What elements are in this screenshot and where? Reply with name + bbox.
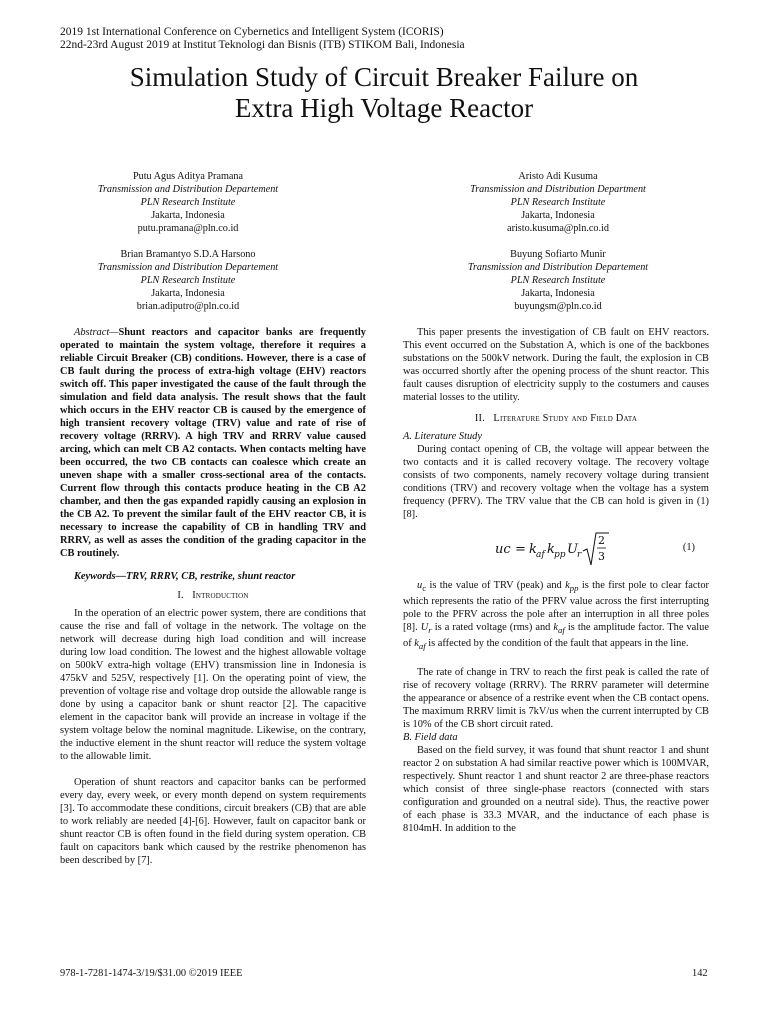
subsection-literature-study: A. Literature Study (403, 431, 482, 442)
text-run: is the first pole to clear factor which represents the ratio of the PFRV value across the first interrupting pole to the PFRV across the pole after an interruption in all three poles [8]. (403, 580, 709, 634)
svg-text:uc: uc (495, 542, 511, 557)
author-inst: PLN Research Institute (140, 197, 236, 208)
svg-text:U: U (567, 542, 578, 557)
symbol-k: k (414, 638, 419, 650)
author-name: Buyung Sofiarto Munir (510, 249, 606, 260)
author-block-2 (408, 170, 708, 235)
author-block-1 (38, 170, 338, 235)
author-location: Jakarta, Indonesia (151, 288, 225, 299)
svg-text:3: 3 (598, 550, 605, 563)
intro-paragraph-1: In the operation of an electric power system, there are conditions that cause the rise and fall of voltage in the network. The voltage on the network will decrease during high load condition and will increase during low load condition. The lowest and the highest allowable voltage on 500kV extra-high voltage (EHV) transmission line in Indonesia is 475kV and 525V, respectively [1]. On the operating point of view, the prevention of voltage rise and voltage drop outside the allowable range is done by using a capacitor bank or shunt reactor [2]. The capacitive element in the capacitor bank will provide an increase in voltage if the system voltage below the nominal magnitude. Likewise, on the contrary, the inductive element in the shunt reactor will reduce the system voltage to the allowable limit. (60, 608, 366, 762)
literature-paragraph-3: The rate of change in TRV to reach the first peak is called the rate of rise of recovery voltage (RRRV). The RRRV parameter will determine the appearance or absence of a restrike event when the CB contact opens. The maximum RRRV limit is 7kV/us when the current interrupted by CB is 10% of the CB short circuit rated. (403, 667, 709, 731)
conference-header (60, 26, 465, 52)
equation-formula (403, 527, 709, 571)
svg-text:af: af (536, 550, 545, 560)
intro-paragraph-2: Operation of shunt reactors and capacitor banks can be performed every day, every week, or every month depend on system requirements [3]. To accommodate these conditions, circuit breakers (CB) that are able to work reliably are needed [4]-[6]. However, fault on capacitor bank or shunt reactor CB is often found in the field during system operation. CB fault on capacitors bank which caused by the restrike phenomenon has been described by [7]. (60, 777, 366, 866)
text-run: is affected by the condition of the fault that appears in the line. (425, 638, 689, 650)
abstract (60, 326, 366, 560)
author-location: Jakarta, Indonesia (521, 210, 595, 221)
author-dept: Transmission and Distribution Departement (97, 184, 279, 195)
abstract-lead: Abstract— (74, 327, 119, 338)
symbol-sub: af (558, 625, 565, 636)
svg-text:2: 2 (598, 534, 605, 547)
title-line-2: Extra High Voltage Reactor (234, 93, 534, 123)
author-email[interactable]: buyungsm@pln.co.id (514, 301, 602, 312)
author-email[interactable]: aristo.kusuma@pln.co.id (507, 223, 609, 234)
equation-number: (1) (682, 542, 695, 553)
author-dept: Transmission and Distribution Departement (97, 262, 279, 273)
section-number: II. (474, 413, 485, 424)
author-inst: PLN Research Institute (510, 197, 606, 208)
symbol-u: u (417, 580, 423, 591)
left-column (60, 326, 366, 867)
literature-paragraph-1: During contact opening of CB, the voltage will appear between the two contacts and it is called recovery voltage. The recovery voltage consists of two components, namely recovery voltage during transient conditions (TRV) and recovery voltage when the voltage has a system frequency (PFRV). The TRV value that the CB can hold is given in (1) [8]. (403, 444, 709, 520)
author-email[interactable]: putu.pramana@pln.co.id (137, 223, 239, 234)
author-inst: PLN Research Institute (510, 275, 606, 286)
author-block-4 (408, 248, 708, 313)
keywords: Keywords—TRV, RRRV, CB, restrike, shunt reactor (74, 571, 296, 582)
symbol-U: U (420, 622, 429, 634)
svg-text:k: k (547, 542, 555, 557)
svg-text:=: = (515, 542, 526, 557)
literature-paragraph-2 (403, 579, 709, 653)
right-column (403, 326, 709, 835)
author-block-3 (38, 248, 338, 313)
author-inst: PLN Research Institute (140, 275, 236, 286)
svg-text:k: k (529, 542, 537, 557)
equation-1 (403, 527, 709, 571)
text-run: is the amplitude factor. The value of (403, 622, 709, 650)
symbol-sub: r (428, 625, 432, 636)
text-run: is a rated voltage (rms) and (431, 622, 554, 634)
abstract-text: Shunt reactors and capacitor banks are frequently operated to maintain the system voltage, therefore it requires a reliable Circuit Breaker (CB) conditions. However, there is a case of CB fault during the process of extra-high voltage (EHV) reactors switch off. This paper investigated the cause of the fault through the simulation and field data analysis. The result shows that the fault which occurs in the EHV reactor CB is caused by the emergence of high transient recovery voltage (TRV) value and rate of rise of recovery voltage (RRRV). A high TRV and RRRV value caused arcing, which can melt CB A2 contacts. When contacts melting have been occurred, the two CB contacts can coalesce which create an uneven shape with a smaller cross-sectional area of the contacts. Current flow through this contacts produce heating in the CB A2 chamber, and then the gas expanded rapidly causing an explosion in the CB A2. To prevent the similar fault of the EHV reactor CB, it is necessary to increase the capability of CB in handling TRV and RRRV, as well as asses the condition of the grading capacitor in the CB routinely. (60, 327, 366, 559)
conference-line-2: 22nd-23rd August 2019 at Institut Teknologi dan Bisnis (ITB) STIKOM Bali, Indonesia (60, 39, 465, 51)
author-dept: Transmission and Distribution Department (470, 184, 646, 195)
subsection-field-data: B. Field data (403, 732, 458, 744)
symbol-k: k (565, 580, 570, 591)
author-name: Brian Bramantyo S.D.A Harsono (120, 249, 256, 260)
author-name: Putu Agus Aditya Pramana (132, 171, 244, 182)
section-title: Literature Study and Field Data (493, 413, 638, 424)
svg-text:pp: pp (554, 550, 566, 560)
title-line-1: Simulation Study of Circuit Breaker Failure on (129, 62, 639, 92)
right-paragraph-0: This paper presents the investigation of CB fault on EHV reactors. This event occurred on the Substation A, which is one of the backbones substations on the 500kV network. During the fault, the explosion in CB was occurred shortly after the opening process of the shunt reactor. This fault causes disruption of electricity supply to the costumers and causes material losses to the utility. (403, 327, 709, 403)
paper-title (0, 62, 768, 124)
section-number: I. (177, 590, 184, 601)
footer-page-number: 142 (692, 968, 708, 979)
author-location: Jakarta, Indonesia (151, 210, 225, 221)
field-data-paragraph-1: Based on the field survey, it was found that shunt reactor 1 and shunt reactor 2 on substation A had similar reactive power which is 100MVAR, respectively. Shunt reactor 1 and shunt reactor 2 are three-phase reactors which consist of three single-phase reactors (connected with stars configuration and grounded on a neutral side). Thus, the reactive power of each phase is 33.3 MVAR, and the inductance of each phase is 8104mH. In addition to the (403, 745, 709, 835)
symbol-k: k (553, 622, 559, 634)
author-name: Aristo Adi Kusuma (518, 171, 598, 182)
section-heading-literature (403, 412, 709, 425)
footer-isbn: 978-1-7281-1474-3/19/$31.00 ©2019 IEEE (60, 968, 243, 979)
symbol-sub: c (422, 583, 427, 594)
symbol-sub: af (418, 641, 426, 652)
conference-line-1: 2019 1st International Conference on Cybernetics and Intelligent System (ICORIS) (60, 26, 444, 38)
svg-text:r: r (577, 550, 582, 560)
author-email[interactable]: brian.adiputro@pln.co.id (136, 301, 240, 312)
author-dept: Transmission and Distribution Departement (467, 262, 649, 273)
text-run: is the value of TRV (peak) and (426, 580, 566, 591)
section-title: Introduction (192, 590, 249, 601)
section-heading-introduction (60, 589, 366, 602)
author-location: Jakarta, Indonesia (521, 288, 595, 299)
symbol-sub: pp (569, 583, 579, 594)
